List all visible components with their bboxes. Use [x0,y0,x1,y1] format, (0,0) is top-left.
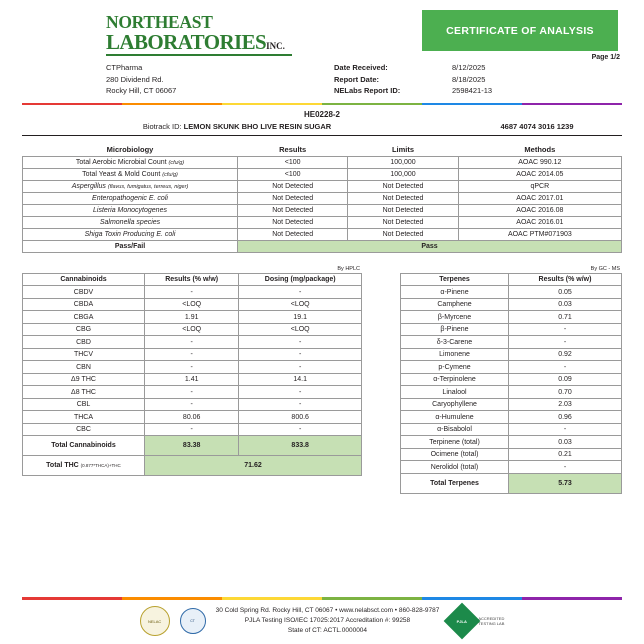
table-row [401,361,622,374]
total-cannabinoids-dose: 833.8 [239,436,362,456]
pjla-logo-icon [444,603,481,640]
microbiology-header-methods: Methods [524,144,556,154]
result-cell: <100 [238,168,348,180]
cannabinoids-header-results: Results (% w/w) [145,273,239,286]
result-cell: 0.92 [509,348,622,361]
biotrack-label: Biotrack ID: [142,122,182,132]
result-cell: - [145,423,239,436]
analyte-unit: (cfu/g) [168,159,185,166]
meta-row [334,74,622,86]
table-row [401,436,622,449]
table-row [23,348,362,361]
table-row [401,286,622,299]
result-cell: 0.96 [509,411,622,424]
client-block [22,62,176,97]
limit-cell: 100,000 [348,168,458,180]
analyte-name: THCV [23,348,145,361]
divider [22,135,622,136]
analyte-label: Total Yeast & Mold Count [82,170,161,178]
result-cell: - [145,398,239,411]
analyte-unit: (flavus, fumigatus, terreus, niger) [107,183,189,190]
result-cell: 0.70 [509,386,622,399]
limit-cell: Not Detected [348,228,458,240]
terpenes-table [400,273,622,494]
dose-cell: - [239,423,362,436]
company-logo [22,10,285,56]
client-address-1: 280 Dividend Rd. [106,74,164,84]
page-number: Page 1/2 [591,54,620,61]
rainbow-divider [22,103,622,106]
method-cell: AOAC 990.12 [458,156,621,168]
total-cannabinoids-result: 83.38 [145,436,239,456]
result-cell: 0.21 [509,448,622,461]
result-cell: - [145,286,239,299]
report-id-label: NELabs Report ID: [334,86,401,96]
result-cell: <LOQ [145,323,239,336]
analyte-name: β-Myrcene [401,311,509,324]
analyte-name: α-Humulene [401,411,509,424]
table-row [401,336,622,349]
dose-cell: 14.1 [239,373,362,386]
table-row [401,373,622,386]
result-cell: <LOQ [145,298,239,311]
result-cell: <100 [238,156,348,168]
total-terpenes-label: Total Terpenes [401,473,509,493]
analyte-name: Δ8 THC [23,386,145,399]
sample-strain: LEMON SKUNK BHO LIVE RESIN SUGAR [183,122,332,132]
footer-content [22,606,622,636]
result-cell: Not Detected [238,228,348,240]
total-thc-row [23,456,362,476]
logo-line-2-text: LABORATORIES [106,29,267,54]
meta-row [334,62,622,74]
table-row [23,204,622,216]
method-cell: AOAC 2016.08 [458,204,621,216]
sample-id: HE0228-2 [303,110,341,120]
result-cell: 0.05 [509,286,622,299]
analyte-name: Δ9 THC [23,373,145,386]
cannabinoids-header-name: Cannabinoids [23,273,145,286]
date-received-value: 8/12/2025 [452,63,486,72]
table-row [23,398,362,411]
limit-cell: 100,000 [348,156,458,168]
result-cell: - [509,423,622,436]
table-row [23,298,362,311]
method-cell: AOAC 2016.01 [458,216,621,228]
dose-cell: - [239,398,362,411]
limit-cell: Not Detected [348,204,458,216]
passfail-row [23,240,622,252]
footer-line-2: PJLA Testing ISO/IEC 17025:2017 Accreditation #: 99258 [244,617,411,625]
table-row [23,386,362,399]
analyte-name: Ocimene (total) [401,448,509,461]
analyte-name: CBG [23,323,145,336]
dose-cell: 19.1 [239,311,362,324]
pjla-logo-text: PJLA [457,618,468,624]
result-cell: Not Detected [238,192,348,204]
table-row [23,311,362,324]
table-row [401,311,622,324]
analyte-name: Camphene [401,298,509,311]
result-cell: - [509,361,622,374]
analyte-name: CBD [23,336,145,349]
document-footer [0,597,644,636]
total-thc-formula: (0.877*THCA)+THC [80,463,121,469]
analyte-label: Total Aerobic Microbial Count [75,158,167,166]
analyte-name: THCA [23,411,145,424]
table-row [401,398,622,411]
document-header [22,0,622,61]
result-cell: - [509,336,622,349]
total-thc-text: Total THC [46,462,79,470]
table-row [23,156,622,168]
total-thc-value: 71.62 [145,456,362,476]
result-cell: 2.03 [509,398,622,411]
method-cell: AOAC 2014.05 [458,168,621,180]
dose-cell: - [239,336,362,349]
table-row [401,298,622,311]
analyte-unit: (cfu/g) [162,171,178,178]
footer-rainbow-divider [22,597,622,600]
total-cannabinoids-label: Total Cannabinoids [23,436,145,456]
sample-row [22,122,622,131]
result-cell: 1.41 [145,373,239,386]
dose-cell: - [239,348,362,361]
analyte-name: α-Pinene [401,286,509,299]
analyte-name: Shiga Toxin Producing E. coli [23,228,238,240]
table-row [23,361,362,374]
analyte-name [23,168,238,180]
result-cell: 0.71 [509,311,622,324]
result-cell: Not Detected [238,180,348,192]
passfail-label: Pass/Fail [23,240,238,252]
report-date-value: 8/18/2025 [452,74,486,84]
dose-cell: <LOQ [239,298,362,311]
table-row [401,461,622,474]
cannabinoids-section [22,266,362,494]
dose-cell: - [239,286,362,299]
total-cannabinoids-row [23,436,362,456]
analyte-name: Terpinene (total) [401,436,509,449]
logo-line-2 [106,29,285,54]
limit-cell: Not Detected [348,180,458,192]
microbiology-header-results: Results [279,144,307,154]
results-columns [22,266,622,494]
result-cell: - [145,348,239,361]
table-row [23,192,622,204]
report-meta [334,62,622,97]
meta-row [334,85,622,97]
analyte-name: CBDA [23,298,145,311]
result-cell: - [509,461,622,474]
analyte-name: α-Bisabolol [401,423,509,436]
biotrack-number: 4687 4074 3016 1239 [500,122,574,132]
table-row [23,423,362,436]
analyte-name: Salmonella species [23,216,238,228]
dose-cell: <LOQ [239,323,362,336]
analyte-name: Nerolidol (total) [401,461,509,474]
passfail-value: Pass [238,240,622,252]
limit-cell: Not Detected [348,216,458,228]
client-address-2: Rocky Hill, CT 06067 [106,86,177,96]
analyte-name: Limonene [401,348,509,361]
biotrack-block [22,122,452,131]
table-row [401,411,622,424]
analyte-name: Linalool [401,386,509,399]
cannabinoids-header-row [23,273,362,286]
accreditation-seal-icon: NELAC [140,606,170,636]
footer-line-3: State of CT: ACTL.0000004 [287,626,368,634]
result-cell: - [145,386,239,399]
analyte-name: CBL [23,398,145,411]
table-row [23,180,622,192]
logo-inc: INC. [266,40,285,51]
date-received-label: Date Received: [334,63,388,72]
analyte-name: CBDV [23,286,145,299]
analyte-name: α-Terpinolene [401,373,509,386]
total-terpenes-row [401,473,622,493]
table-row [401,423,622,436]
analyte-name: Caryophyllene [401,398,509,411]
pjla-accreditation [449,608,504,634]
report-id-value: 2598421-13 [452,86,493,96]
result-cell: - [145,361,239,374]
table-row [23,286,362,299]
cannabinoids-header-dosing: Dosing (mg/package) [239,273,362,286]
analyte-label: Aspergillus [71,182,106,190]
total-terpenes-value: 5.73 [509,473,622,493]
analyte-name: δ-3-Carene [401,336,509,349]
analyte-name: CBC [23,423,145,436]
pjla-caption: ACCREDITED TESTING LAB [478,615,505,626]
terpenes-section [400,266,622,494]
footer-line-1: 30 Cold Spring Rd. Rocky Hill, CT 06067 • www.nelabsct.com • 860-828-9787 [215,607,440,615]
result-cell: Not Detected [238,204,348,216]
dose-cell: 800.6 [239,411,362,424]
microbiology-header-row [23,143,622,156]
table-row [23,216,622,228]
analyte-name: CBGA [23,311,145,324]
secondary-seal-icon: CT [180,608,206,634]
terpenes-header-name: Terpenes [401,273,509,286]
result-cell: - [145,336,239,349]
table-row [23,411,362,424]
meta-block [22,62,622,97]
analyte-name: Listeria Monocytogenes [23,204,238,216]
table-row [23,323,362,336]
total-thc-label [23,456,145,476]
footer-text [216,606,440,635]
logo-line-1: NORTHEAST [106,12,213,32]
table-row [23,228,622,240]
result-cell: 80.06 [145,411,239,424]
result-cell: 0.03 [509,298,622,311]
result-cell: 0.09 [509,373,622,386]
logo-underline [106,54,292,56]
analyte-name [23,180,238,192]
method-cell: qPCR [458,180,621,192]
table-row [401,348,622,361]
microbiology-header-name: Microbiology [106,144,154,154]
table-row [401,448,622,461]
limit-cell: Not Detected [348,192,458,204]
method-cell: AOAC 2017.01 [458,192,621,204]
coa-title-badge: CERTIFICATE OF ANALYSIS [422,10,618,51]
method-cell: AOAC PTM#071903 [458,228,621,240]
analyte-name: CBN [23,361,145,374]
microbiology-header-limits: Limits [391,144,415,154]
result-cell: 1.91 [145,311,239,324]
dose-cell: - [239,361,362,374]
report-date-label: Report Date: [334,74,380,84]
terpenes-header-results: Results (% w/w) [509,273,622,286]
analyte-name: Enteropathogenic E. coli [23,192,238,204]
result-cell: Not Detected [238,216,348,228]
analyte-name [23,156,238,168]
table-row [23,168,622,180]
table-row [401,323,622,336]
client-name: CTPharma [106,63,143,72]
analyte-name: β-Pinene [401,323,509,336]
microbiology-table [22,143,622,253]
table-row [23,336,362,349]
terpenes-header-row [401,273,622,286]
table-row [401,386,622,399]
cannabinoids-method-note: By HPLC [337,265,360,272]
cannabinoids-table [22,273,362,477]
dose-cell: - [239,386,362,399]
analyte-name: p-Cymene [401,361,509,374]
terpenes-method-note: By GC - MS [590,265,620,272]
result-cell: - [509,323,622,336]
result-cell: 0.03 [509,436,622,449]
table-row [23,373,362,386]
